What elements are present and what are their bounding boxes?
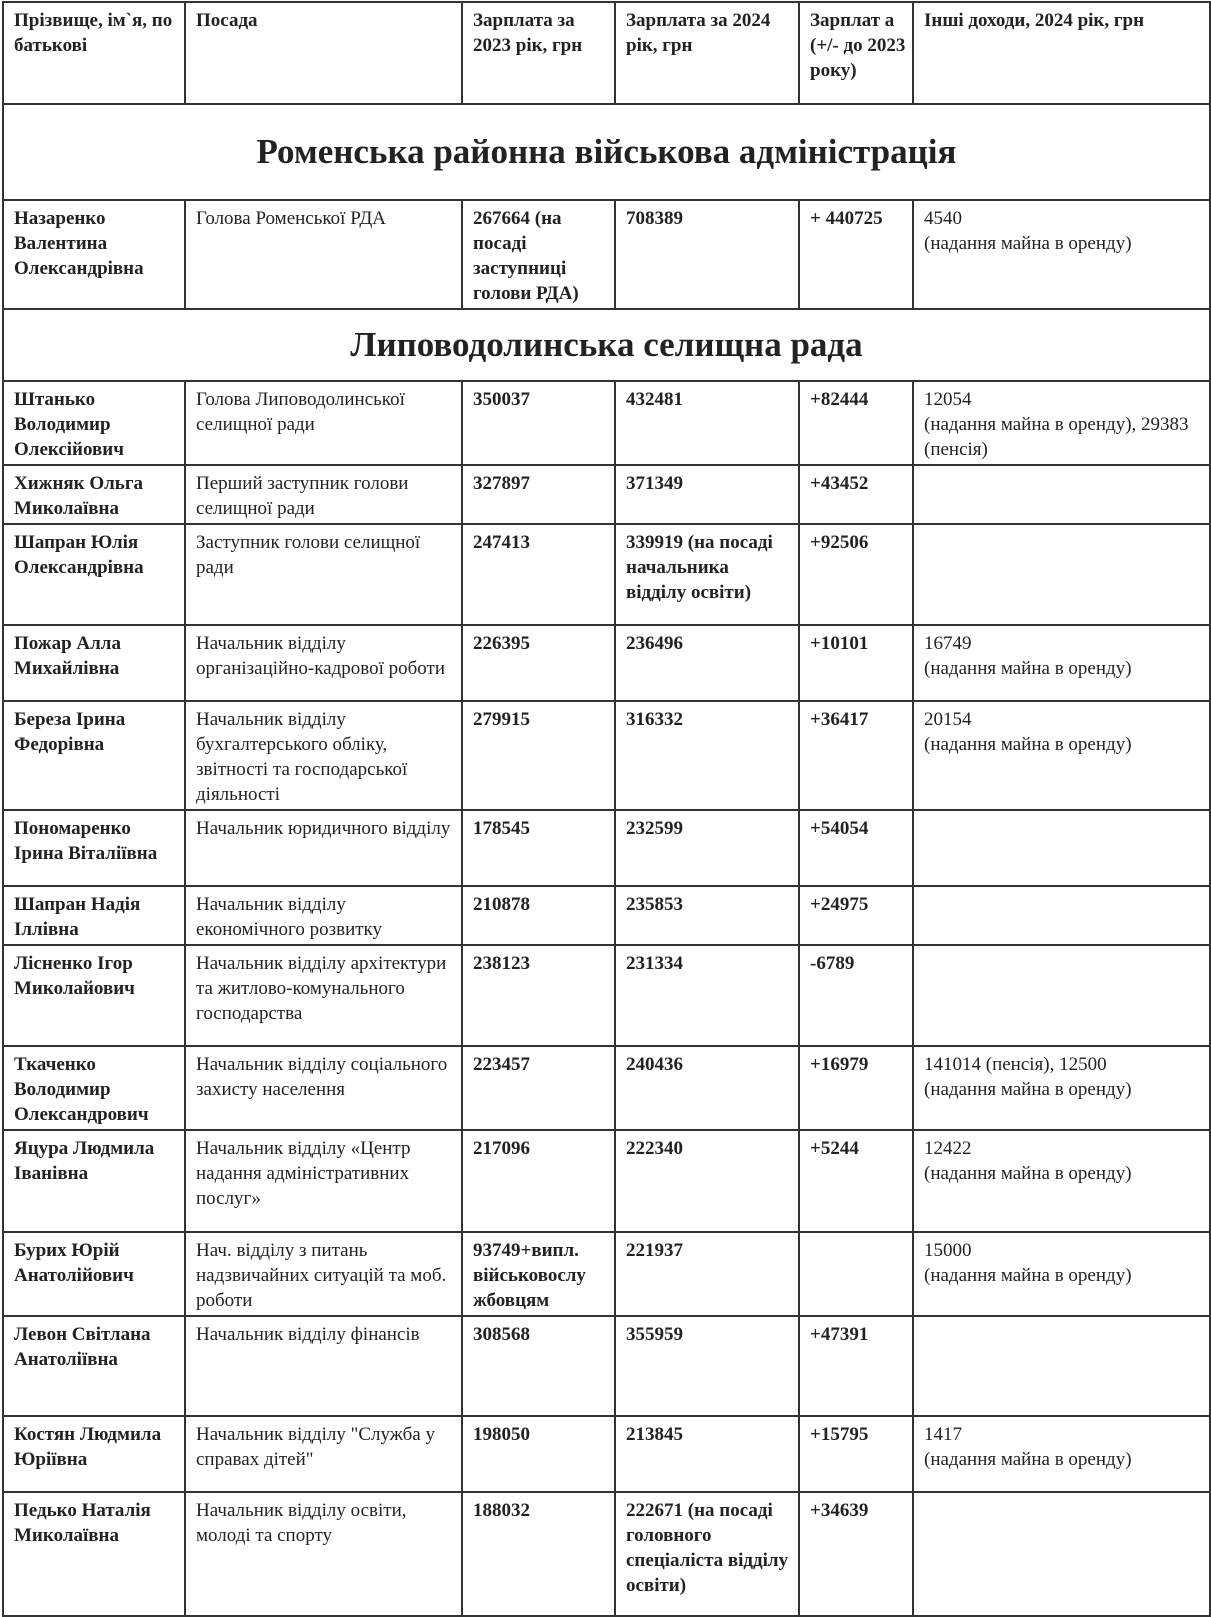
person-name: Лісненко Ігор Миколайович: [3, 945, 185, 1046]
other-income-cell: 1417 (надання майна в оренду): [913, 1416, 1210, 1492]
other-income-cell: 20154 (надання майна в оренду): [913, 701, 1210, 810]
position-cell: Нач. відділу з питань надзвичайних ситуацій та моб. роботи: [185, 1232, 462, 1316]
salary-2023-cell: 238123: [462, 945, 615, 1046]
table-row: [3, 886, 1210, 945]
position-cell: Начальник відділу архітектури та житлово-комунального господарства: [185, 945, 462, 1046]
salary-2023-cell: 279915: [462, 701, 615, 810]
salary-2024-cell: 221937: [615, 1232, 799, 1316]
section-title: Роменська районна військова адміністрація: [3, 104, 1210, 200]
person-name: Береза Ірина Федорівна: [3, 701, 185, 810]
salary-2024-cell: 231334: [615, 945, 799, 1046]
salary-diff-cell: +5244: [799, 1130, 913, 1232]
salary-diff-cell: +82444: [799, 381, 913, 465]
other-income-cell: [913, 886, 1210, 945]
salary-2023-cell: 217096: [462, 1130, 615, 1232]
header-diff: Зарплат а (+/- до 2023 року): [799, 2, 913, 104]
table-row: [3, 945, 1210, 1046]
position-cell: Начальник відділу бухгалтерського обліку, звітності та господарської діяльності: [185, 701, 462, 810]
person-name: Бурих Юрій Анатолійович: [3, 1232, 185, 1316]
table-row: [3, 465, 1210, 524]
salary-2024-cell: 432481: [615, 381, 799, 465]
header-position: Посада: [185, 2, 462, 104]
position-cell: Начальник юридичного відділу: [185, 810, 462, 886]
other-income-cell: [913, 465, 1210, 524]
table-row: [3, 1130, 1210, 1232]
table-row: [3, 1492, 1210, 1616]
salary-2024-cell: 235853: [615, 886, 799, 945]
salary-2024-cell: 708389: [615, 200, 799, 309]
salary-2024-cell: 213845: [615, 1416, 799, 1492]
salary-2023-cell: 178545: [462, 810, 615, 886]
table-row: [3, 1232, 1210, 1316]
other-income-cell: [913, 1492, 1210, 1616]
person-name: Яцура Людмила Іванівна: [3, 1130, 185, 1232]
person-name: Назаренко Валентина Олександрівна: [3, 200, 185, 309]
person-name: Педько Наталія Миколаївна: [3, 1492, 185, 1616]
table-row: [3, 200, 1210, 309]
position-cell: Начальник відділу "Служба у справах дітей": [185, 1416, 462, 1492]
other-income-cell: [913, 945, 1210, 1046]
table-row: [3, 1316, 1210, 1416]
person-name: Ткаченко Володимир Олександрович: [3, 1046, 185, 1130]
position-cell: Начальник відділу «Центр надання адміністративних послуг»: [185, 1130, 462, 1232]
other-income-cell: [913, 1316, 1210, 1416]
header-other-income: Інші доходи, 2024 рік, грн: [913, 2, 1210, 104]
position-cell: Начальник відділу економічного розвитку: [185, 886, 462, 945]
salary-2024-cell: 371349: [615, 465, 799, 524]
header-row: [3, 2, 1210, 104]
other-income-cell: 15000 (надання майна в оренду): [913, 1232, 1210, 1316]
salary-2023-cell: 226395: [462, 625, 615, 701]
other-income-cell: [913, 810, 1210, 886]
salary-diff-cell: -6789: [799, 945, 913, 1046]
salary-2023-cell: 327897: [462, 465, 615, 524]
table-row: [3, 701, 1210, 810]
other-income-cell: [913, 524, 1210, 625]
position-cell: Заступник голови селищної ради: [185, 524, 462, 625]
person-name: Левон Світлана Анатоліївна: [3, 1316, 185, 1416]
table-row: [3, 625, 1210, 701]
salary-2023-cell: 247413: [462, 524, 615, 625]
person-name: Пономаренко Ірина Віталіївна: [3, 810, 185, 886]
position-cell: Начальник відділу організаційно-кадрової роботи: [185, 625, 462, 701]
salary-diff-cell: +43452: [799, 465, 913, 524]
header-salary-2024: Зарплата за 2024 рік, грн: [615, 2, 799, 104]
salary-2024-cell: 339919 (на посаді начальника відділу освіти): [615, 524, 799, 625]
person-name: Костян Людмила Юріївна: [3, 1416, 185, 1492]
salary-2023-cell: 210878: [462, 886, 615, 945]
section-rda: [3, 104, 1210, 200]
table-row: [3, 381, 1210, 465]
other-income-cell: 12422 (надання майна в оренду): [913, 1130, 1210, 1232]
table-row: [3, 1046, 1210, 1130]
person-name: Хижняк Ольга Миколаївна: [3, 465, 185, 524]
person-name: Шапран Юлія Олександрівна: [3, 524, 185, 625]
other-income-cell: 4540 (надання майна в оренду): [913, 200, 1210, 309]
section-council: [3, 309, 1210, 381]
salary-diff-cell: +92506: [799, 524, 913, 625]
table-row: [3, 810, 1210, 886]
table-row: [3, 1416, 1210, 1492]
salary-diff-cell: +16979: [799, 1046, 913, 1130]
salary-2023-cell: 267664 (на посаді заступниці голови РДА): [462, 200, 615, 309]
salary-diff-cell: +54054: [799, 810, 913, 886]
position-cell: Начальник відділу фінансів: [185, 1316, 462, 1416]
other-income-cell: 16749 (надання майна в оренду): [913, 625, 1210, 701]
salary-2024-cell: 355959: [615, 1316, 799, 1416]
section-title: Липоводолинська селищна рада: [3, 309, 1210, 381]
salary-diff-cell: +34639: [799, 1492, 913, 1616]
position-cell: Голова Роменської РДА: [185, 200, 462, 309]
salary-2023-cell: 308568: [462, 1316, 615, 1416]
table-row: [3, 524, 1210, 625]
other-income-cell: 12054 (надання майна в оренду), 29383 (пенсія): [913, 381, 1210, 465]
other-income-cell: 141014 (пенсія), 12500 (надання майна в оренду): [913, 1046, 1210, 1130]
position-cell: Перший заступник голови селищної ради: [185, 465, 462, 524]
salary-2024-cell: 236496: [615, 625, 799, 701]
salary-2023-cell: 350037: [462, 381, 615, 465]
salary-diff-cell: +47391: [799, 1316, 913, 1416]
salary-diff-cell: +10101: [799, 625, 913, 701]
salary-table: [2, 1, 1211, 1617]
salary-diff-cell: +36417: [799, 701, 913, 810]
salary-diff-cell: + 440725: [799, 200, 913, 309]
header-salary-2023: Зарплата за 2023 рік, грн: [462, 2, 615, 104]
header-name: Прізвище, ім`я, по батькові: [3, 2, 185, 104]
person-name: Пожар Алла Михайлівна: [3, 625, 185, 701]
salary-diff-cell: [799, 1232, 913, 1316]
salary-diff-cell: +15795: [799, 1416, 913, 1492]
salary-2023-cell: 93749+випл. військовослу жбовцям: [462, 1232, 615, 1316]
position-cell: Начальник відділу соціального захисту населення: [185, 1046, 462, 1130]
position-cell: Начальник відділу освіти, молоді та спорту: [185, 1492, 462, 1616]
salary-2024-cell: 240436: [615, 1046, 799, 1130]
salary-2024-cell: 316332: [615, 701, 799, 810]
salary-2023-cell: 198050: [462, 1416, 615, 1492]
salary-2024-cell: 222340: [615, 1130, 799, 1232]
position-cell: Голова Липоводолинської селищної ради: [185, 381, 462, 465]
salary-diff-cell: +24975: [799, 886, 913, 945]
salary-2023-cell: 188032: [462, 1492, 615, 1616]
salary-2024-cell: 222671 (на посаді головного спеціаліста відділу освіти): [615, 1492, 799, 1616]
person-name: Шапран Надія Іллівна: [3, 886, 185, 945]
salary-2023-cell: 223457: [462, 1046, 615, 1130]
person-name: Штанько Володимир Олексійович: [3, 381, 185, 465]
salary-2024-cell: 232599: [615, 810, 799, 886]
